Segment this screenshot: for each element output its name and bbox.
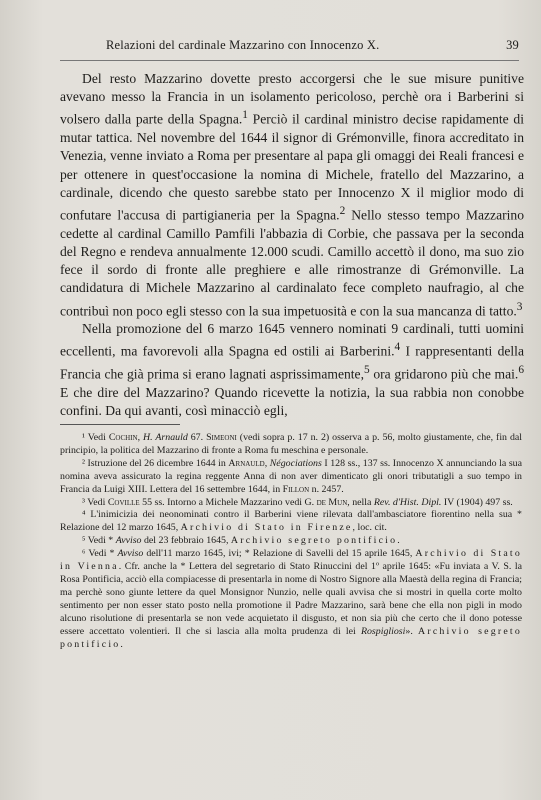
main-text [60, 70, 524, 420]
text-run: , loc. cit. [352, 522, 387, 534]
footnote-ref: 6 [518, 364, 524, 377]
text-run: . [397, 535, 400, 547]
author-name: Simeoni [206, 432, 237, 443]
work-title: Rospigliosi [360, 625, 406, 637]
footnote-ref: 1 [242, 109, 248, 122]
archive-name: Archivio segreto pontificio [60, 625, 522, 650]
text-run: Vedi [84, 496, 108, 508]
text-run: Nello stesso tempo Mazzarino cedette al cardinal Camillo Pamfili l'abbazia di Corbie, che passava per la seconda del Regno e rendeva annualmente 12.000 scudi. Camillo accettò il dono, ma suo zio fece il sordo di fronte alle preghiere e alle rimostranze di Grémonville. La candidatura di Michele Mazzarino al cardinalato fece completo naufragio, al che contribuì non poco egli stesso con la sua impetuosità e con la sua mancanza di tatto. [60, 207, 524, 319]
text-run: IV (1904) 497 ss. [441, 496, 513, 508]
page-number: 39 [506, 38, 519, 52]
footnote-1 [60, 432, 522, 458]
text-run: , nella [347, 496, 374, 508]
text-run: . Cfr. anche la * Lettera del segretario di Stato Rinuccini del 1º aprile 1645: «Fu inviata a V. S. la Rosa Pontificia, acciò ella compiacesse di presentarla in nome di Nostro Signore alla Maestà della regina di Francia; ma perchè sono giunte lettere da quel Monsignor Nunzio, nelle quali avvisa che si mostri in quella corte molto sentimento per non esser stato posto nella promotione il Padre Mazzarino, sarà bene che ella non pigli in modo alcuno risolutione di presentarla se non vede acquietato il disgusto, et non sia più che certo che il dono potesse essere accettato volentieri. Il che si lascia alla molta prudenza di lei [60, 561, 522, 637]
text-run: dell'11 marzo 1645, ivi; * Relazione di Savelli del 15 aprile 1645, [143, 548, 416, 560]
footnote-number: ⁴ [82, 509, 86, 521]
archive-name: Archivio di Stato in Vienna [60, 548, 522, 573]
footnote-ref: 5 [364, 364, 370, 377]
text-run: Del resto Mazzarino dovette presto accorgersi che le sue misure punitive avevano messo la Francia in un isolamento pericoloso, perchè ora i Barberini si volsero dalla parte della Spagna. [60, 71, 524, 127]
text-run: Istruzione del 26 dicembre 1644 in [84, 457, 229, 469]
running-title: Relazioni del cardinale Mazzarino con Innocenzo X. [106, 38, 380, 52]
footnote-2 [60, 458, 522, 497]
text-run: 55 ss. Intorno a Michele Mazzarino vedi [139, 496, 305, 508]
text-run: ». [405, 625, 418, 637]
author-name: Coville [107, 496, 140, 508]
text-run: del 23 febbraio 1645, [141, 535, 231, 547]
footnote-ref: 3 [516, 300, 523, 313]
text-run: ora gridarono più che mai. [369, 366, 519, 382]
text-run: L'inimicizia dei neonominati contro il Barberini viene rilevata dall'ambasciatore fiorentino nella sua * Relazione del 12 marzo 1645, [60, 509, 522, 534]
author-name: Arnauld [228, 457, 265, 469]
text-run: Vedi [84, 432, 109, 443]
work-title: Avviso [115, 535, 142, 547]
footnote-number: ⁵ [82, 535, 86, 547]
author-name: G. de Mun [304, 496, 348, 508]
header-rule [60, 60, 519, 61]
footnote-rule [60, 424, 180, 425]
paragraph-2 [60, 320, 524, 420]
author-name: Cochin [108, 432, 138, 443]
text-run: (vedi sopra p. 17 n. 2) osserva a p. 56, molto giustamente, che, fin dal principio, la politica del Mazzarino di fronte a Roma fu meschina e personale. [60, 432, 523, 456]
work-title: H. Arnauld [143, 432, 188, 443]
author-name: Fillon [282, 483, 310, 495]
text-run: Vedi * [85, 535, 116, 547]
text-run: I 128 ss., 137 ss. Innocenzo X annunciando la sua nomina aveva assicurato la regina reggente Anna di non aver dimenticato gli onori tributatigli a suo tempo in Francia da Luigi XIII. Lettera del 16 settembre 1644, in [60, 457, 522, 495]
text-run: Perciò il cardinal ministro decise rapidamente di mutar tattica. Nel novembre del 1644 il signor di Grémonville, finora accreditato in Venezia, venne inviato a Roma per presentare al papa gli omaggi dei Reali francesi e per ottenere in quest'occasione la nomina di Michele, fratello del Mazzarino, a cardinale, dicendo che questo sarebbe stato per Innocenzo X il miglior modo di confutare l'accusa di partigianeria per la Spagna. [60, 111, 524, 223]
footnote-ref: 2 [339, 204, 346, 217]
footnote-6 [60, 548, 522, 651]
text-run: 67. [187, 432, 207, 443]
footnote-3 [60, 497, 522, 510]
work-title: Négociations [269, 457, 322, 469]
text-run: Vedi * [85, 548, 118, 560]
work-title: Rev. d'Hist. Dipl. [373, 496, 442, 508]
footnote-number: ⁶ [82, 548, 86, 560]
running-head [60, 38, 519, 58]
archive-name: Archivio di Stato in Firenze [180, 522, 353, 534]
footnotes [60, 432, 522, 651]
text-run: n. 2457. [309, 483, 344, 495]
footnote-number: ³ [82, 496, 85, 508]
footnote-number: ¹ [82, 432, 85, 443]
text-run: Nella promozione del 6 marzo 1645 vennero nominati 9 cardinali, tutti uomini eccellenti, ma favorevoli alla Spagna ed ostili ai Barberini. [60, 321, 524, 359]
archive-name: Archivio segreto pontificio [230, 535, 398, 547]
work-title: Avviso [117, 548, 144, 560]
text-run: , [264, 457, 270, 469]
footnote-ref: 4 [394, 341, 401, 354]
text-run: , [137, 432, 144, 443]
text-run: . [120, 638, 123, 650]
footnote-number: ² [82, 457, 85, 469]
footnote-4 [60, 509, 522, 535]
paragraph-1 [60, 70, 524, 320]
text-run: E che dire del Mazzarino? Quando ricevette la notizia, la sua rabbia non conobbe confini. Da qui avanti, così minacciò egli, [60, 384, 524, 419]
text-run: I rappresentanti della Francia che già prima si erano lagnati asprissimamente, [60, 343, 524, 382]
footnote-5 [60, 535, 522, 548]
